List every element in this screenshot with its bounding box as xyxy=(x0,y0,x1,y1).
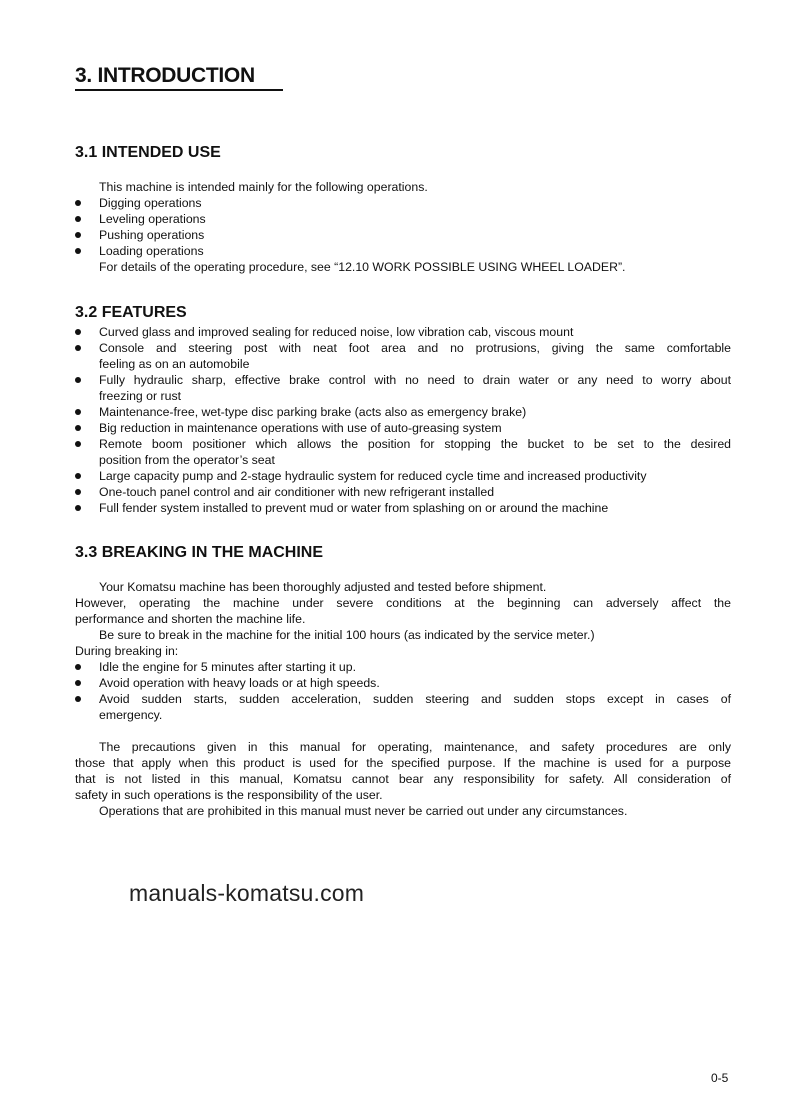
bullet-icon xyxy=(75,680,81,686)
bullet-icon xyxy=(75,664,81,670)
bullet-icon xyxy=(75,505,81,511)
paragraph-line: those that apply when this product is used for the specified purpose. If the machine is used for a purpose xyxy=(75,756,731,770)
spacer xyxy=(75,723,731,739)
paragraph-line: Be sure to break in the machine for the initial 100 hours (as indicated by the service meter.) xyxy=(99,628,595,642)
list-item xyxy=(75,659,731,675)
list-item-continued: position from the operator’s seat xyxy=(99,453,275,467)
bullet-icon xyxy=(75,329,81,335)
bullet-icon xyxy=(75,425,81,431)
list-item-continued: emergency. xyxy=(99,708,163,722)
bullet-icon xyxy=(75,216,81,222)
list-item-continued: freezing or rust xyxy=(99,389,182,403)
list-item xyxy=(75,227,731,243)
bullet-icon xyxy=(75,248,81,254)
list-item xyxy=(75,420,731,436)
list-item-text: Loading operations xyxy=(99,244,204,258)
list-item xyxy=(75,324,731,340)
section-heading-features: 3.2 FEATURES xyxy=(75,304,187,321)
list-item-text: Remote boom positioner which allows the position for stopping the bucket to be set to the desired xyxy=(99,437,731,451)
paragraph-line: safety in such operations is the responsibility of the user. xyxy=(75,788,383,802)
list-item xyxy=(75,500,731,516)
list-item-text: Pushing operations xyxy=(99,228,205,242)
list-item-text: Maintenance-free, wet-type disc parking brake (acts also as emergency brake) xyxy=(99,405,527,419)
list-item xyxy=(75,691,731,707)
details-text: For details of the operating procedure, see “12.10 WORK POSSIBLE USING WHEEL LOADER”. xyxy=(99,260,626,274)
paragraph-line: that is not listed in this manual, Komatsu cannot bear any responsibility for safety. All consideration of xyxy=(75,772,731,786)
bullet-icon xyxy=(75,232,81,238)
list-item-text: One-touch panel control and air conditioner with new refrigerant installed xyxy=(99,485,495,499)
intended-use-body xyxy=(75,179,731,275)
bullet-icon xyxy=(75,696,81,702)
list-item xyxy=(75,436,731,452)
paragraph-line: Operations that are prohibited in this manual must never be carried out under any circumstances. xyxy=(99,804,628,818)
section-heading-breaking-in: 3.3 BREAKING IN THE MACHINE xyxy=(75,544,324,561)
bullet-icon xyxy=(75,345,81,351)
list-item xyxy=(75,675,731,691)
bullet-icon xyxy=(75,200,81,206)
list-item xyxy=(75,243,731,259)
list-item-continued: feeling as on an automobile xyxy=(99,357,250,371)
watermark: manuals-komatsu.com xyxy=(129,880,365,906)
list-item xyxy=(75,195,731,211)
list-item-text: Leveling operations xyxy=(99,212,206,226)
list-item-text: Large capacity pump and 2-stage hydraulic system for reduced cycle time and increased productivity xyxy=(99,469,647,483)
bullet-icon xyxy=(75,441,81,447)
list-item-text: Digging operations xyxy=(99,196,202,210)
list-item xyxy=(75,340,731,356)
list-item xyxy=(75,484,731,500)
list-item-text: Full fender system installed to prevent mud or water from splashing on or around the machine xyxy=(99,501,609,515)
list-item-text: Fully hydraulic sharp, effective brake control with no need to drain water or any need to worry about xyxy=(99,373,731,387)
list-item xyxy=(75,211,731,227)
list-item-text: Avoid operation with heavy loads or at high speeds. xyxy=(99,676,380,690)
list-item-text: Curved glass and improved sealing for reduced noise, low vibration cab, viscous mount xyxy=(99,325,574,339)
section-heading-intended-use: 3.1 INTENDED USE xyxy=(75,144,221,161)
paragraph-line: The precautions given in this manual for operating, maintenance, and safety procedures are only xyxy=(99,740,731,754)
list-item-text: Console and steering post with neat foot area and no protrusions, giving the same comfortable xyxy=(99,341,731,355)
bullet-icon xyxy=(75,377,81,383)
paragraph-line: During breaking in: xyxy=(75,644,179,658)
page-title: 3. INTRODUCTION xyxy=(75,64,283,91)
bullet-icon xyxy=(75,473,81,479)
breaking-in-body xyxy=(75,579,731,819)
intro-text: This machine is intended mainly for the following operations. xyxy=(99,180,428,194)
paragraph-line: performance and shorten the machine life. xyxy=(75,612,306,626)
list-item-text: Idle the engine for 5 minutes after starting it up. xyxy=(99,660,357,674)
features-list xyxy=(75,324,731,516)
bullet-icon xyxy=(75,489,81,495)
paragraph-line: Your Komatsu machine has been thoroughly adjusted and tested before shipment. xyxy=(99,580,547,594)
paragraph-line: However, operating the machine under severe conditions at the beginning can adversely affect the xyxy=(75,596,731,610)
list-item xyxy=(75,372,731,388)
list-item-text: Avoid sudden starts, sudden acceleration, sudden steering and sudden stops except in cases of xyxy=(99,692,731,706)
list-item-text: Big reduction in maintenance operations with use of auto-greasing system xyxy=(99,421,502,435)
page-number: 0-5 xyxy=(711,1071,729,1085)
list-item xyxy=(75,404,731,420)
bullet-icon xyxy=(75,409,81,415)
list-item xyxy=(75,468,731,484)
